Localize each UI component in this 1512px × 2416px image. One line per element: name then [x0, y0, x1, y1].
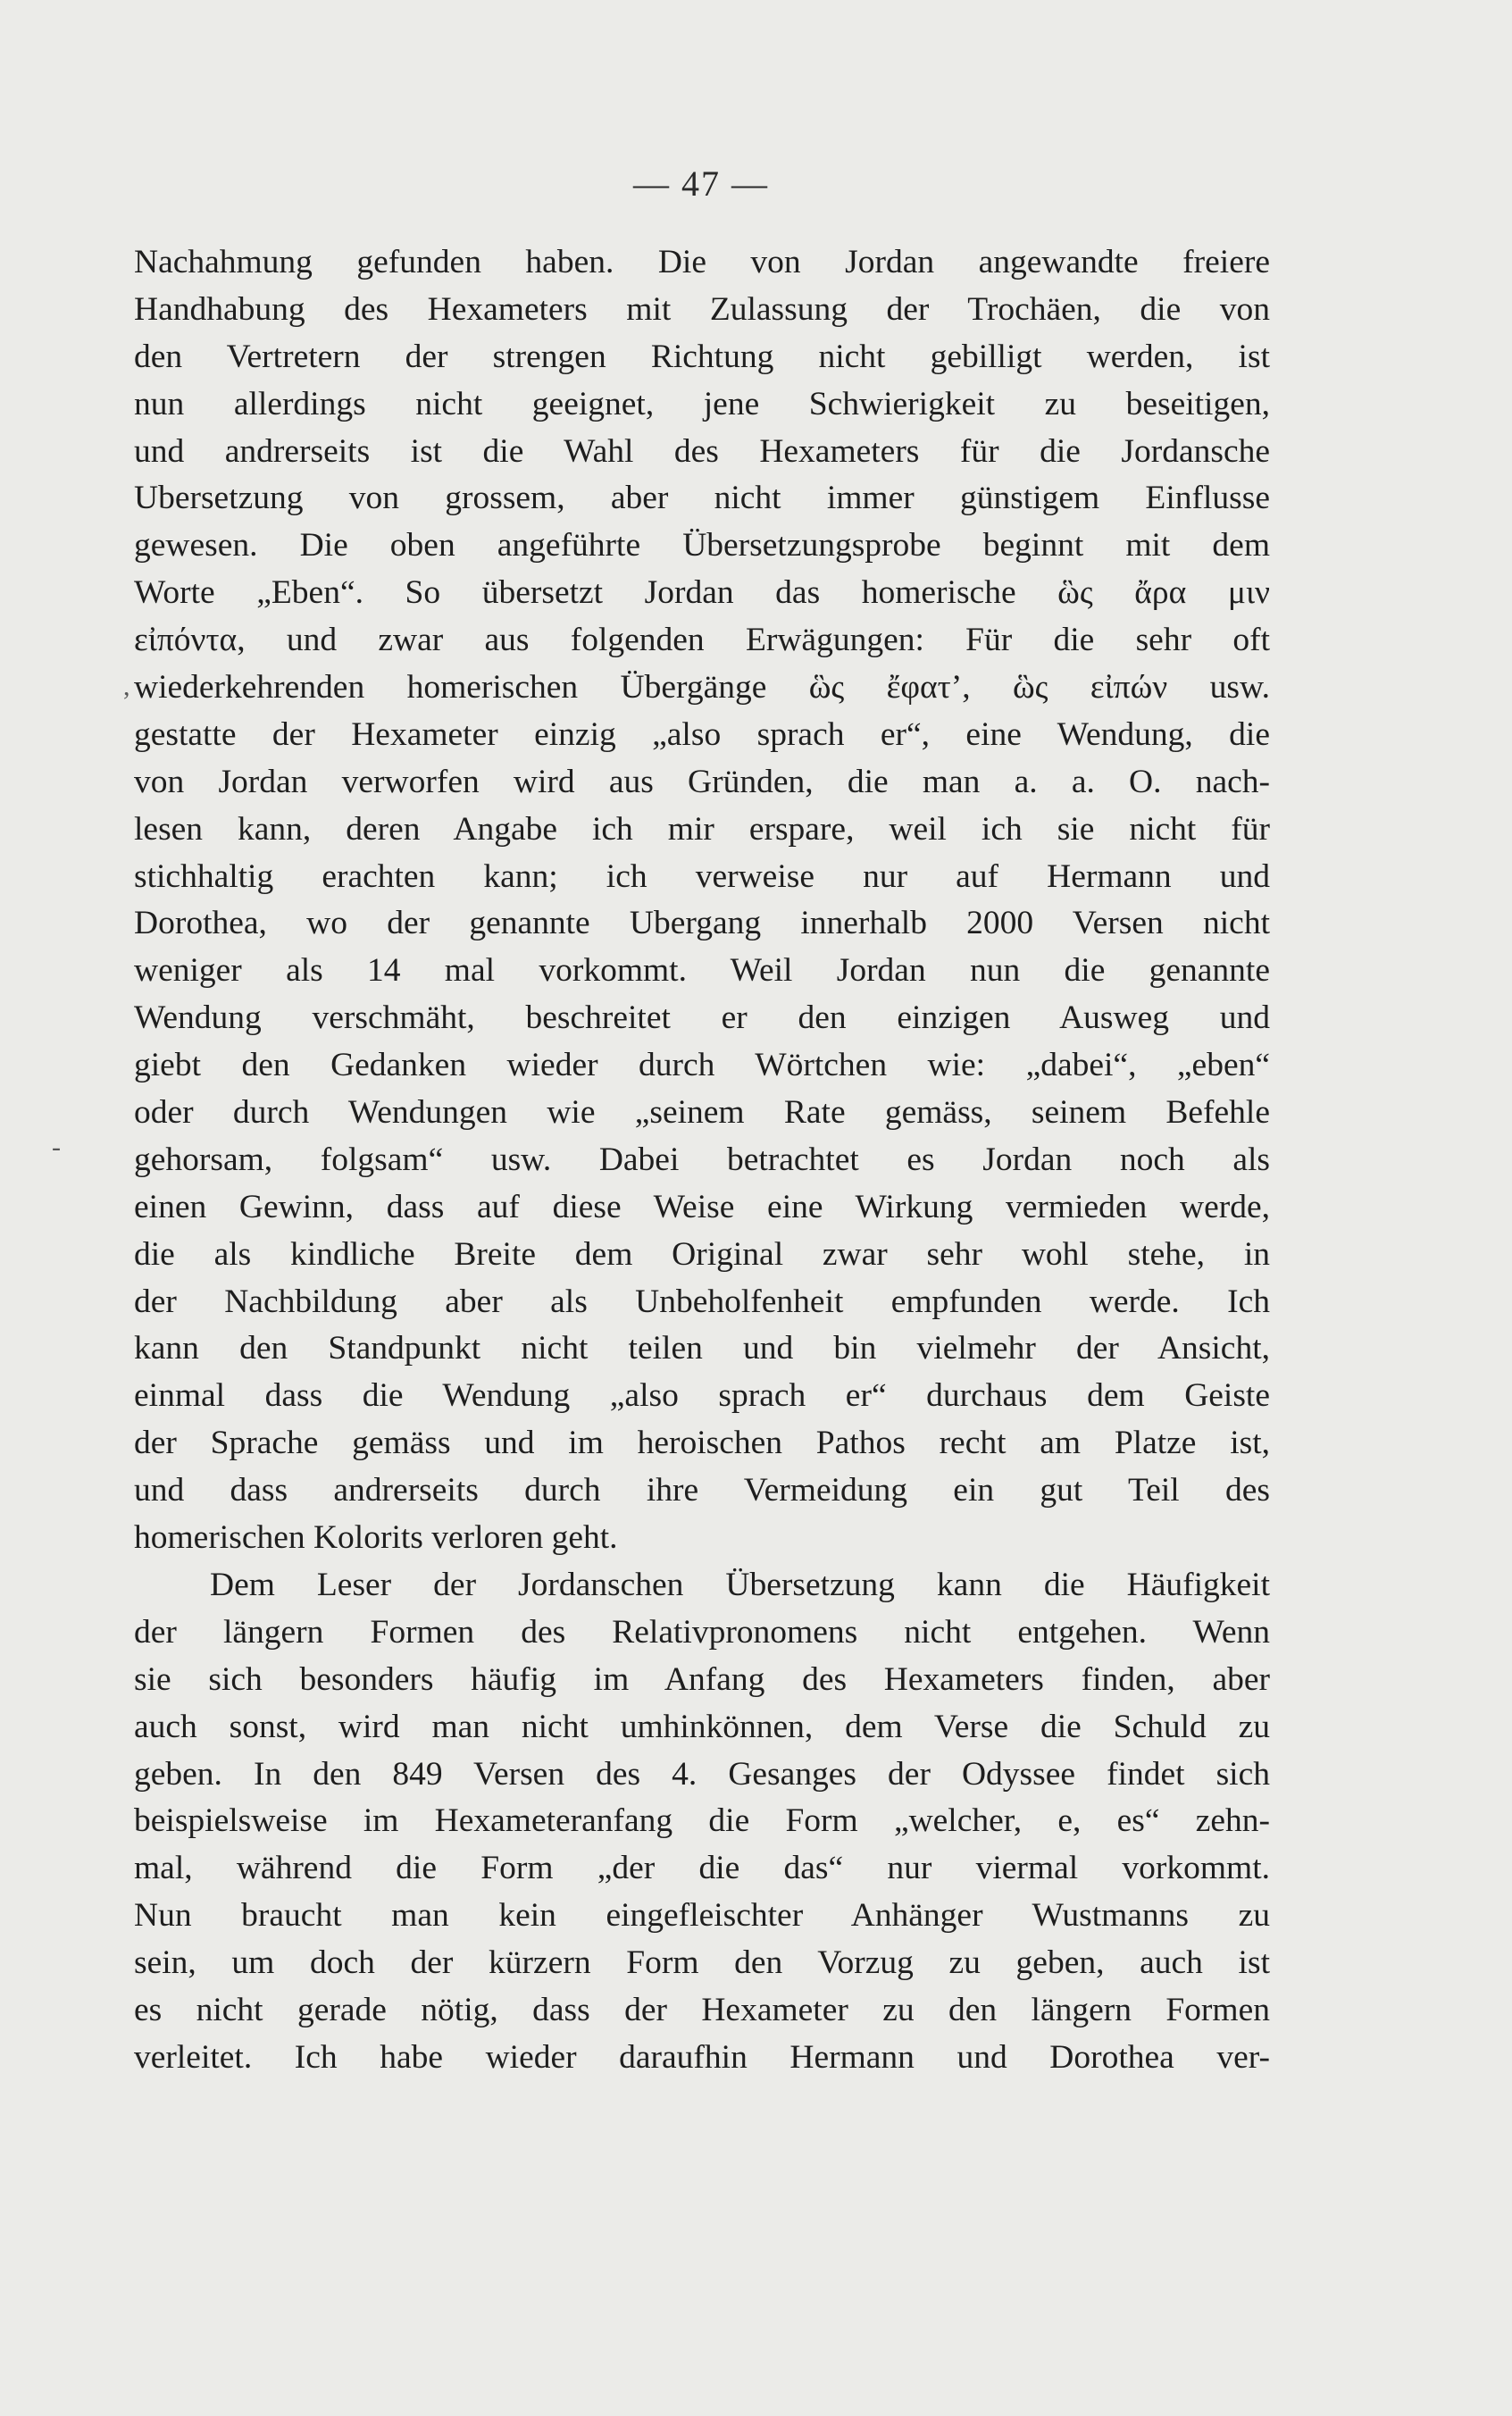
text-line: Wendung verschmäht, beschreitet er den einzigen Ausweg und	[134, 999, 1270, 1037]
text-line: geben. In den 849 Versen des 4. Gesanges der Odyssee findet sich	[134, 1755, 1270, 1793]
text-line: und andrerseits ist die Wahl des Hexameters für die Jordansche	[134, 432, 1270, 470]
text-line: gewesen. Die oben angeführte Übersetzungsprobe beginnt mit dem	[134, 527, 1270, 564]
text-line: oder durch Wendungen wie „seinem Rate gemäss, seinem Befehle	[134, 1094, 1270, 1132]
text-line: einmal dass die Wendung „also sprach er“ durchaus dem Geiste	[134, 1377, 1270, 1415]
page-number: — 47 —	[633, 163, 769, 204]
text-line: Nun braucht man kein eingefleischter Anhänger Wustmanns zu	[134, 1897, 1270, 1935]
paragraph-2	[134, 1562, 1270, 2082]
text-line: nun allerdings nicht geeignet, jene Schwierigkeit zu beseitigen,	[134, 385, 1270, 422]
text-line: auch sonst, wird man nicht umhinkönnen, dem Verse die Schuld zu	[134, 1708, 1270, 1745]
margin-mark: ,	[123, 672, 130, 701]
text-line: Dem Leser der Jordanschen Übersetzung kann die Häufigkeit	[210, 1566, 1270, 1603]
text-line: wiederkehrenden homerischen Übergänge ὣς ἔφατ’, ὣς εἰπών usw.	[134, 669, 1270, 706]
text-line: der Nachbildung aber als Unbeholfenheit empfunden werde. Ich	[134, 1283, 1270, 1320]
text-line: εἰπόντα, und zwar aus folgenden Erwägungen: Für die sehr oft	[134, 622, 1270, 659]
text-line: einen Gewinn, dass auf diese Weise eine Wirkung vermieden werde,	[134, 1188, 1270, 1225]
text-line: giebt den Gedanken wieder durch Wörtchen wie: „dabei“, „eben“	[134, 1047, 1270, 1084]
text-line: mal, während die Form „der die das“ nur viermal vorkommt.	[134, 1850, 1270, 1887]
text-line: der Sprache gemäss und im heroischen Pathos recht am Platze ist,	[134, 1425, 1270, 1462]
text-line: es nicht gerade nötig, dass der Hexameter zu den längern Formen	[134, 1991, 1270, 2028]
text-line: lesen kann, deren Angabe ich mir erspare, weil ich sie nicht für	[134, 810, 1270, 848]
text-line: den Vertretern der strengen Richtung nicht gebilligt werden, ist	[134, 338, 1270, 375]
paragraph-1	[134, 239, 1270, 1562]
text-line: beispielsweise im Hexameteranfang die Form „welcher, e, es“ zehn-	[134, 1802, 1270, 1840]
text-line: sein, um doch der kürzern Form den Vorzug zu geben, auch ist	[134, 1944, 1270, 1982]
body-text	[134, 239, 1270, 2082]
text-line: sie sich besonders häufig im Anfang des Hexameters finden, aber	[134, 1660, 1270, 1698]
text-line: verleitet. Ich habe wieder daraufhin Hermann und Dorothea ver-	[134, 2038, 1270, 2076]
text-line: stichhaltig erachten kann; ich verweise nur auf Hermann und	[134, 857, 1270, 895]
text-line: die als kindliche Breite dem Original zwar sehr wohl stehe, in	[134, 1235, 1270, 1273]
text-line: und dass andrerseits durch ihre Vermeidung ein gut Teil des	[134, 1472, 1270, 1509]
text-line: Nachahmung gefunden haben. Die von Jordan angewandte freiere	[134, 244, 1270, 280]
text-line: homerischen Kolorits verloren geht.	[134, 1519, 618, 1557]
text-line: von Jordan verworfen wird aus Gründen, die man a. a. O. nach-	[134, 763, 1270, 800]
text-line: weniger als 14 mal vorkommt. Weil Jordan nun die genannte	[134, 952, 1270, 990]
text-line: der längern Formen des Relativpronomens nicht entgehen. Wenn	[134, 1613, 1270, 1651]
text-line: Worte „Eben“. So übersetzt Jordan das homerische ὣς ἄρα μιν	[134, 574, 1270, 612]
text-line: Handhabung des Hexameters mit Zulassung der Trochäen, die von	[134, 290, 1270, 328]
text-line: gestatte der Hexameter einzig „also sprach er“, eine Wendung, die	[134, 715, 1270, 753]
text-line: gehorsam, folgsam“ usw. Dabei betrachtet es Jordan noch als	[134, 1141, 1270, 1178]
text-line: Ubersetzung von grossem, aber nicht immer günstigem Einflusse	[134, 480, 1270, 517]
text-line: Dorothea, wo der genannte Ubergang innerhalb 2000 Versen nicht	[134, 905, 1270, 942]
text-line: kann den Standpunkt nicht teilen und bin vielmehr der Ansicht,	[134, 1330, 1270, 1367]
margin-mark: -	[52, 1133, 61, 1162]
